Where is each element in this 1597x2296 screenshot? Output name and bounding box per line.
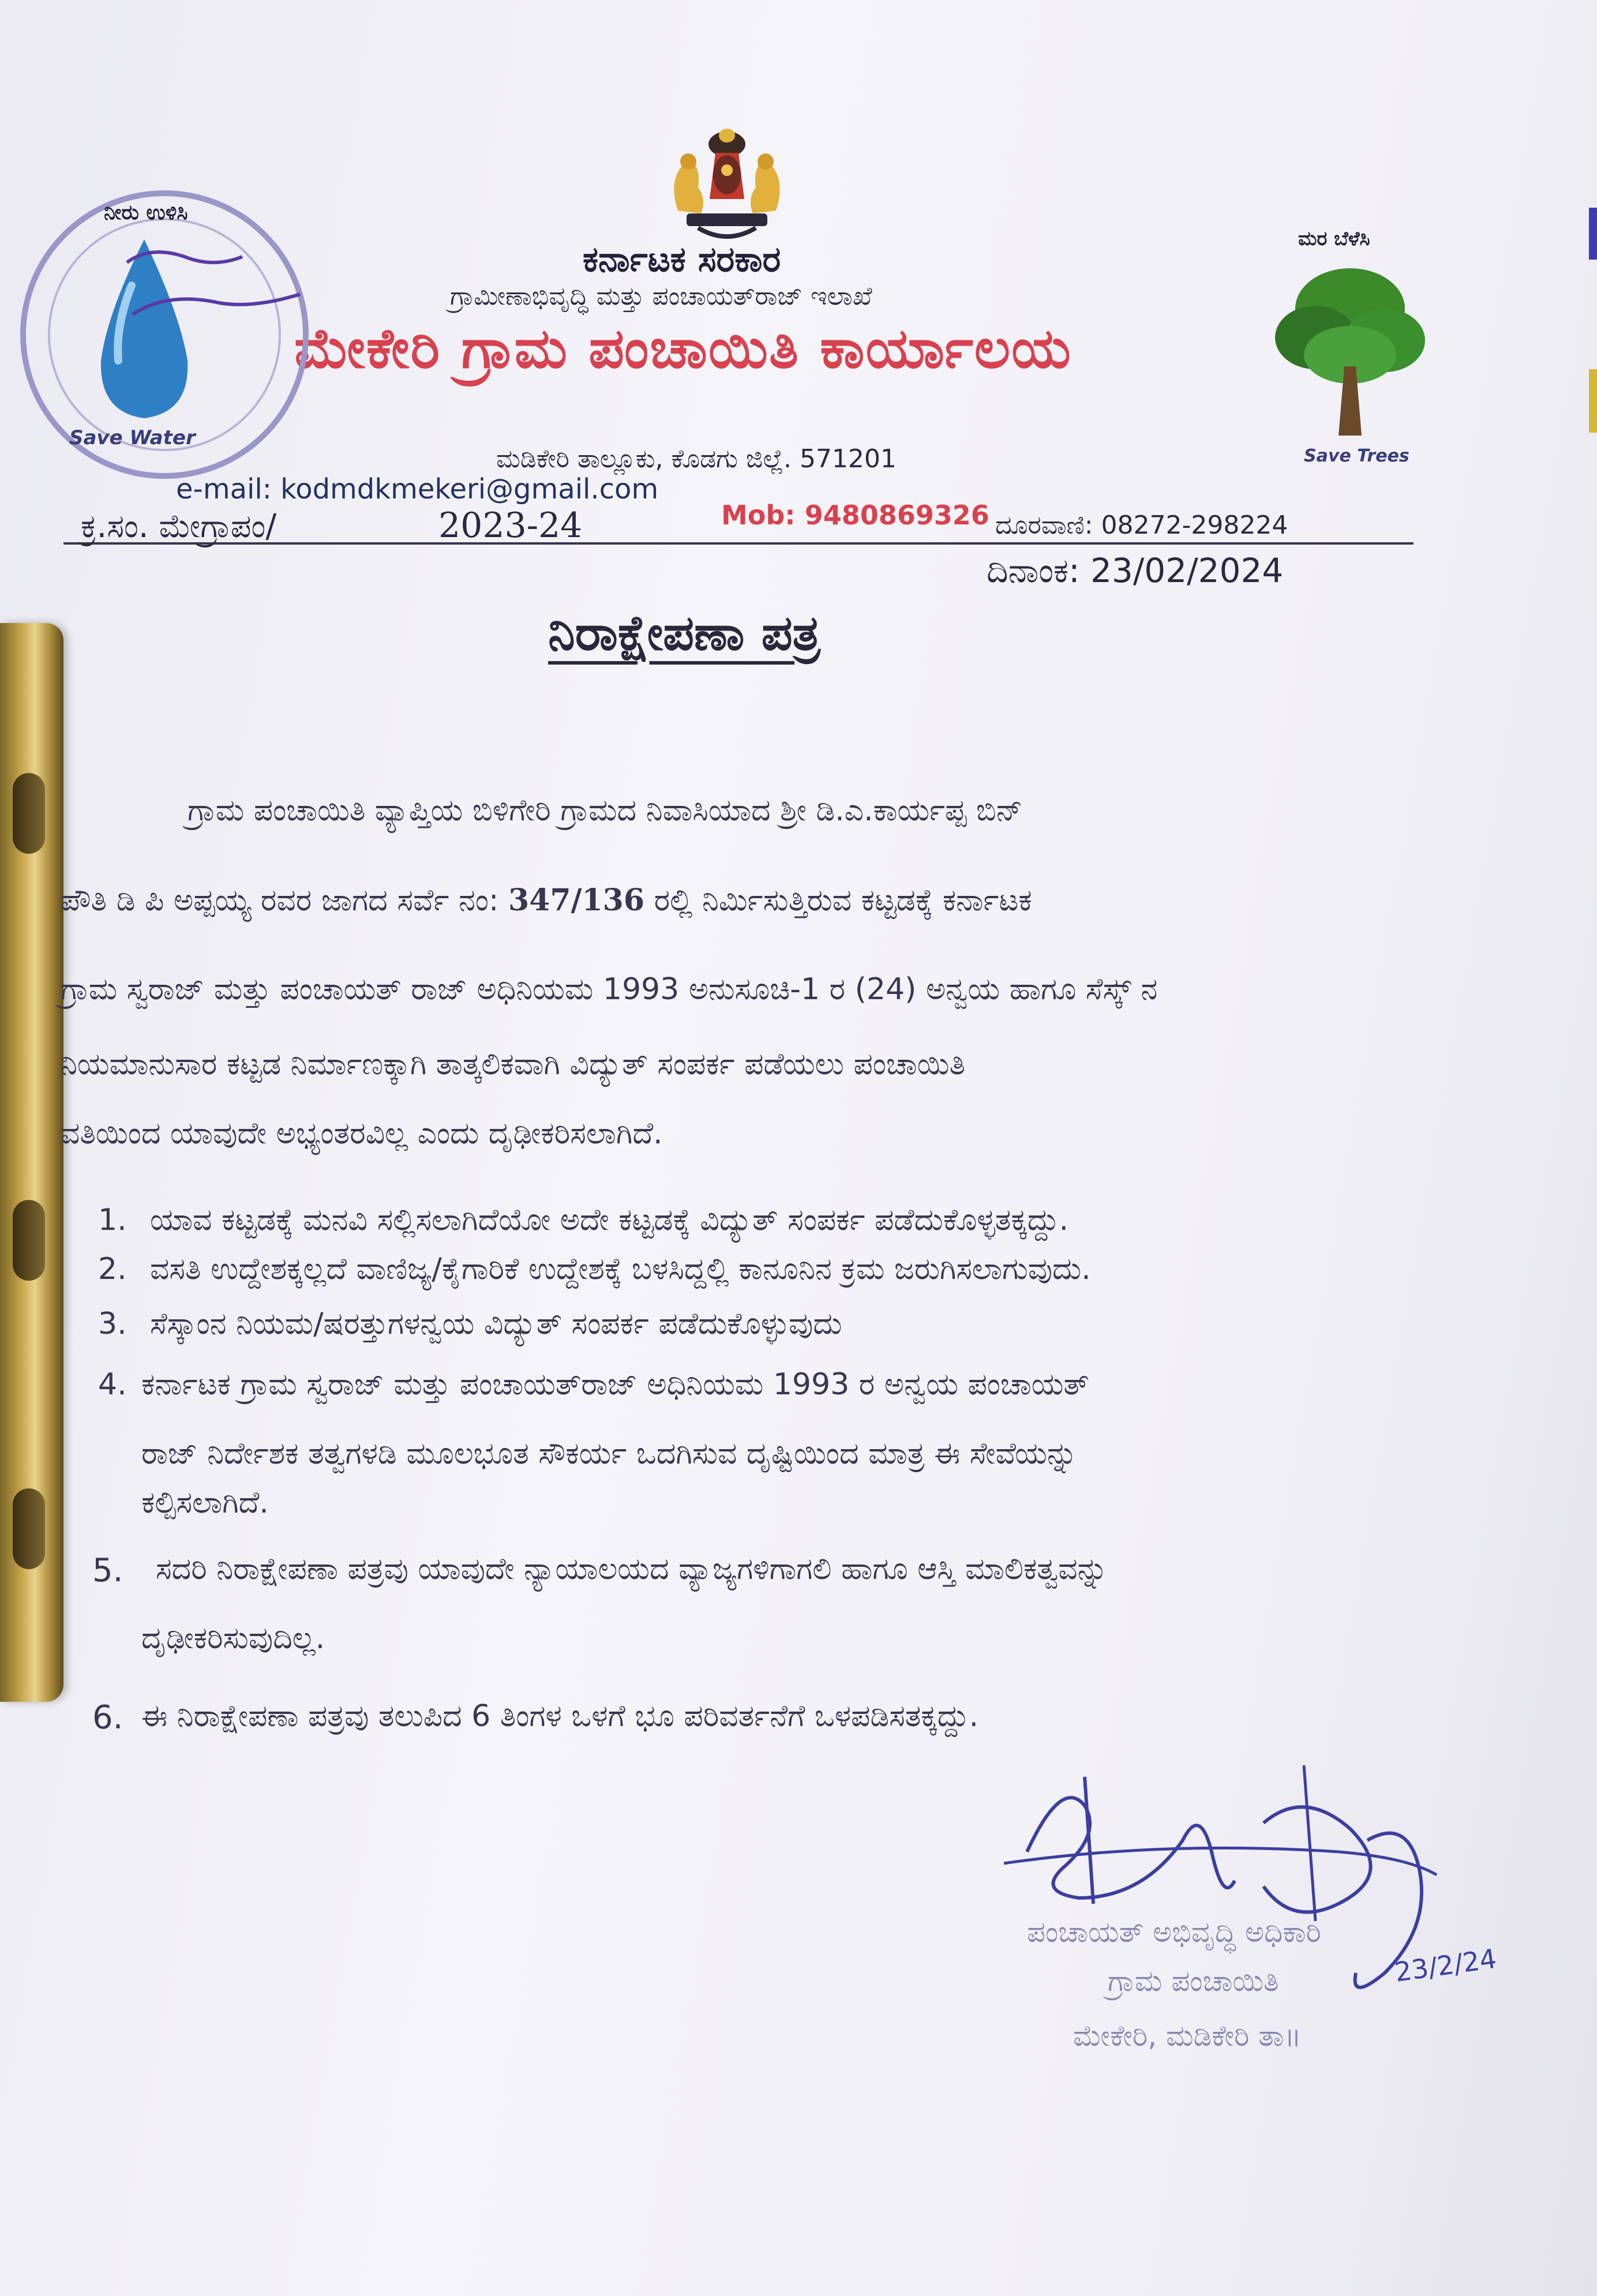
list-number: 3. <box>98 1307 127 1341</box>
mobile-number: Mob: 9480869326 <box>721 500 989 531</box>
logo-bottom-text: Save Water <box>69 426 196 449</box>
list-item: ವಸತಿ ಉದ್ದೇಶಕ್ಕಲ್ಲದೆ ವಾಣಿಜ್ಯ/ಕೈಗಾರಿಕೆ ಉದ್ದೇಶಕ್ಕೆ ಬಳಸಿದ್ದಲ್ಲಿ ಕಾನೂನಿನ ಕ್ರಮ ಜರುಗಿಸಲಾಗುವುದು. <box>150 1252 1091 1286</box>
office-address: ಮಡಿಕೇರಿ ತಾಲ್ಲೂಕು, ಕೊಡಗು ಜಿಲ್ಲೆ. 571201 <box>496 444 897 474</box>
list-item: ಈ ನಿರಾಕ್ಷೇಪಣಾ ಪತ್ರವು ತಲುಪಿದ 6 ತಿಂಗಳ ಒಳಗೆ ಭೂ ಪರಿವರ್ತನೆಗೆ ಒಳಪಡಿಸತಕ್ಕದ್ದು. <box>141 1699 979 1734</box>
clip-hole <box>13 1200 45 1281</box>
handwritten-date: 23/2/24 <box>1393 1942 1499 1988</box>
list-item-continuation: ಕಲ್ಪಿಸಲಾಗಿದೆ. <box>141 1485 269 1520</box>
list-item: ಕರ್ನಾಟಕ ಗ್ರಾಮ ಸ್ವರಾಜ್ ಮತ್ತು ಪಂಚಾಯತ್‌ರಾಜ್ ಅಧಿನಿಯಮ 1993 ರ ಅನ್ವಯ ಪಂಚಾಯತ್ <box>141 1367 1089 1402</box>
list-item: ಸದರಿ ನಿರಾಕ್ಷೇಪಣಾ ಪತ್ರವು ಯಾವುದೇ ನ್ಯಾಯಾಲಯದ ವ್ಯಾಜ್ಯಗಳಿಗಾಗಲಿ ಹಾಗೂ ಆಸ್ತಿ ಮಾಲಿಕತ್ವವನ್ನು <box>156 1552 1108 1586</box>
signatory-location: ಮೇಕೇರಿ, ಮಡಿಕೇರಿ ತಾ॥ <box>1073 2019 1302 2053</box>
reference-year: 2023-24 <box>438 505 583 546</box>
body-text: ಪೌತಿ ಡಿ ಪಿ ಅಪ್ಪಯ್ಯ ರವರ ಜಾಗದ ಸರ್ವೆ ನಂ: <box>61 883 508 918</box>
reference-label: ಕ್ರ.ಸಂ. ಮೇಗ್ರಾಪಂ/ <box>81 508 277 545</box>
letter-date: ದಿನಾಂಕ: 23/02/2024 <box>987 551 1284 590</box>
body-line: ವತಿಯಿಂದ ಯಾವುದೇ ಅಭ್ಯಂತರವಿಲ್ಲ ಎಂದು ದೃಢೀಕರಿಸಲಾಗಿದೆ. <box>61 1116 663 1151</box>
body-line: ಗ್ರಾಮ ಪಂಚಾಯಿತಿ ವ್ಯಾಪ್ತಿಯ ಬಿಳಿಗೇರಿ ಗ್ರಾಮದ ನಿವಾಸಿಯಾದ ಶ್ರೀ ಡಿ.ಎ.ಕಾರ್ಯಪ್ಪ ಬಿನ್ <box>188 793 1023 828</box>
list-item-continuation: ರಾಜ್ ನಿರ್ದೇಶಕ ತತ್ವಗಳಡಿ ಮೂಲಭೂತ ಸೌಕರ್ಯ ಒದಗಿಸುವ ದೃಷ್ಟಿಯಿಂದ ಮಾತ್ರ ಈ ಸೇವೆಯನ್ನು <box>141 1436 1078 1471</box>
list-number: 5. <box>92 1552 123 1589</box>
survey-number: 347/136 <box>508 883 645 918</box>
state-emblem-icon <box>643 112 811 251</box>
list-item: ಯಾವ ಕಟ್ಟಡಕ್ಕೆ ಮನವಿ ಸಲ್ಲಿಸಲಾಗಿದೆಯೋ ಅದೇ ಕಟ್ಟಡಕ್ಕೆ ವಿದ್ಯುತ್ ಸಂಪರ್ಕ ಪಡೆದುಕೊಳ್ಳತಕ್ಕದ್ದು. <box>150 1203 1069 1237</box>
list-item-continuation: ದೃಢೀಕರಿಸುವುದಿಲ್ಲ. <box>141 1621 325 1656</box>
list-number: 6. <box>92 1699 123 1736</box>
government-name: ಕರ್ನಾಟಕ ಸರಕಾರ <box>583 239 781 280</box>
phone-number: ದೂರವಾಣಿ: 08272-298224 <box>995 511 1288 540</box>
list-number: 4. <box>98 1367 127 1402</box>
clip-hole <box>13 1488 45 1569</box>
binder-clip <box>0 623 63 1702</box>
list-number: 2. <box>98 1252 127 1286</box>
logo-top-text: ಮರ ಬೆಳೆಸಿ <box>1298 227 1370 250</box>
save-water-logo <box>0 170 335 493</box>
body-line: ಗ್ರಾಮ ಸ್ವರಾಜ್ ಮತ್ತು ಪಂಚಾಯತ್ ರಾಜ್ ಅಧಿನಿಯಮ 1993 ಅನುಸೂಚಿ-1 ರ (24) ಅನ್ವಯ ಹಾಗೂ ಸೆಸ್ಕ್ ನ <box>61 972 1158 1007</box>
body-line <box>61 883 1032 918</box>
department-name: ಗ್ರಾಮೀಣಾಭಿವೃದ್ಧಿ ಮತ್ತು ಪಂಚಾಯತ್‌ರಾಜ್ ಇಲಾಖೆ <box>450 282 872 311</box>
logo-bottom-text: Save Trees <box>1304 446 1409 466</box>
logo-top-text: ನೀರು ಉಳಿಸಿ <box>104 201 188 224</box>
document-title: ನಿರಾಕ್ಷೇಪಣಾ ಪತ್ರ <box>548 605 820 661</box>
office-name: ಮೇಕೇರಿ ಗ್ರಾಮ ಪಂಚಾಯಿತಿ ಕಾರ್ಯಾಲಯ <box>294 316 1072 381</box>
signatory-designation: ಪಂಚಾಯತ್ ಅಭಿವೃದ್ಧಿ ಅಧಿಕಾರಿ <box>1027 1915 1321 1949</box>
email-address: e-mail: kodmdkmekeri@gmail.com <box>176 473 659 505</box>
clip-hole <box>13 773 45 854</box>
signatory-office: ಗ್ರಾಮ ಪಂಚಾಯಿತಿ <box>1108 1964 1279 1998</box>
list-number: 1. <box>98 1203 127 1237</box>
save-trees-logo <box>1269 222 1431 476</box>
body-text: ರಲ್ಲಿ ನಿರ್ಮಿಸುತ್ತಿರುವ ಕಟ್ಟಡಕ್ಕೆ ಕರ್ನಾಟಕ <box>644 883 1032 918</box>
list-item: ಸೆಸ್ಕಾಂನ ನಿಯಮ/ಷರತ್ತುಗಳನ್ವಯ ವಿದ್ಯುತ್ ಸಂಪರ್ಕ ಪಡೆದುಕೊಳ್ಳುವುದು <box>150 1307 842 1341</box>
body-line: ನಿಯಮಾನುಸಾರ ಕಟ್ಟಡ ನಿರ್ಮಾಣಕ್ಕಾಗಿ ತಾತ್ಕಲಿಕವಾಗಿ ವಿದ್ಯುತ್ ಸಂಪರ್ಕ ಪಡೆಯಲು ಪಂಚಾಯಿತಿ <box>61 1047 966 1082</box>
edge-tab <box>1589 369 1597 433</box>
edge-tab <box>1589 208 1597 260</box>
